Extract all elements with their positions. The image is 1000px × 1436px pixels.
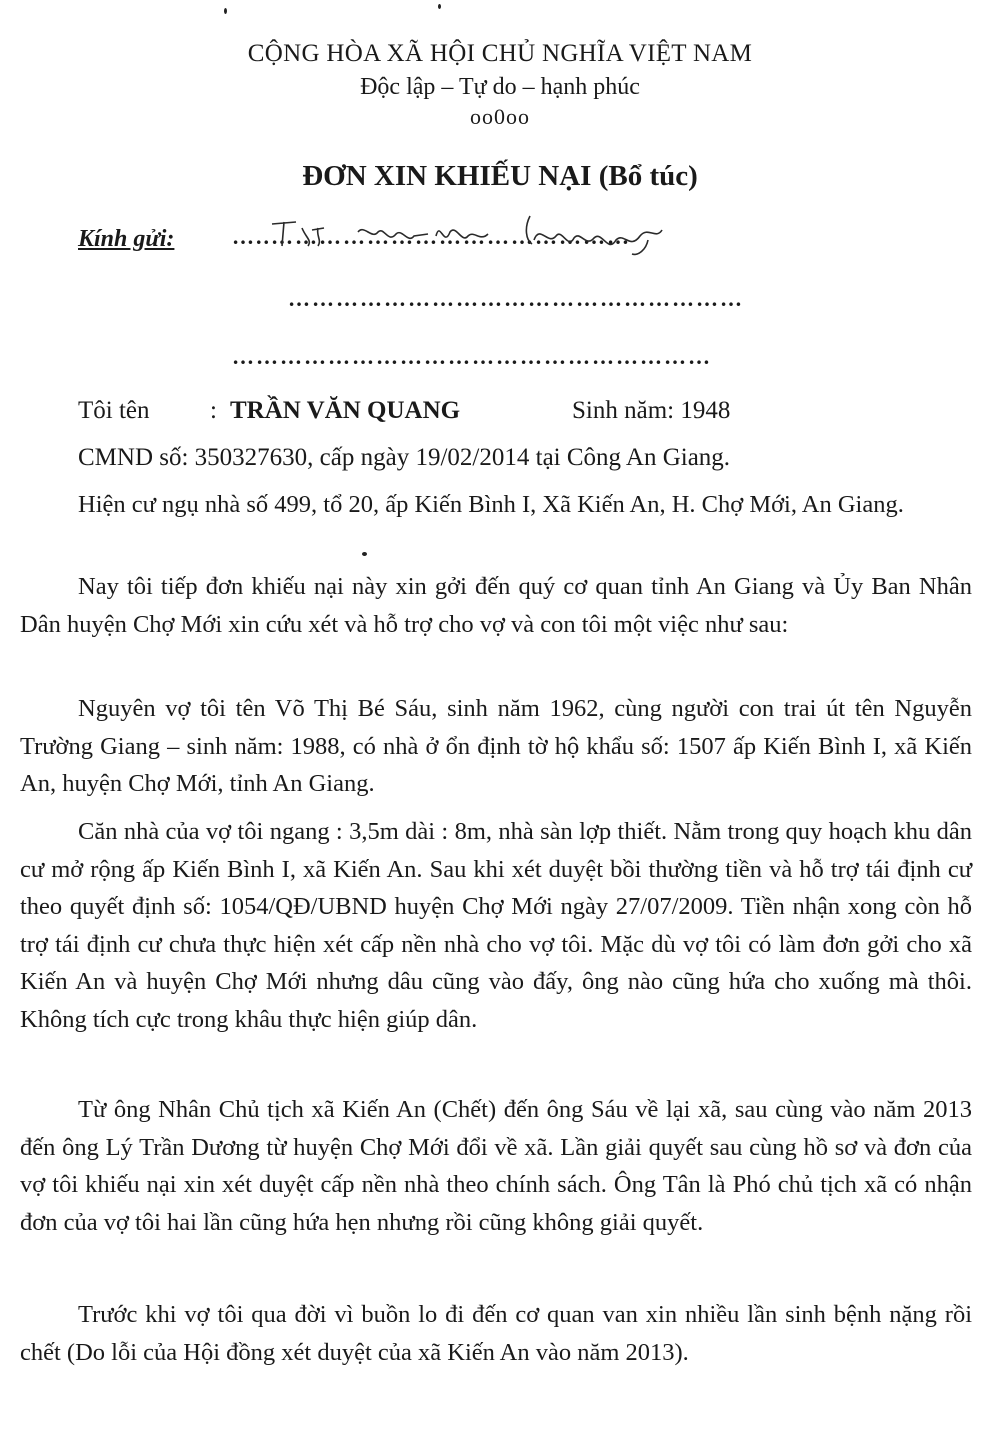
paragraph-family: Nguyên vợ tôi tên Võ Thị Bé Sáu, sinh năm 1962, cùng người con trai út tên Nguyễn Trường Giang – sinh năm: 1988, có nhà ở ổn định tờ hộ khẩu số: 1507 ấp Kiến Bình I, xã Kiến An, huyện Chợ Mới, tỉnh An Giang. — [20, 695, 972, 797]
recipient-dotted-line-2: ………………………………………………… — [288, 286, 744, 311]
applicant-name: TRẦN VĂN QUANG — [230, 397, 461, 424]
paragraph-house: Căn nhà của vợ tôi ngang : 3,5m dài : 8m, nhà sàn lợp thiết. Nằm trong quy hoạch khu dân cư mở rộng ấp Kiến Bình I, xã Kiến An. Sau khi xét duyệt bồi thường tiền và hỗ trợ tái định cư theo quyết định số: 1054/QĐ/UBND huyện Chợ Mới ngày 27/07/2009. Tiền nhận xong còn hỗ trợ tái định cư chưa thực hiện xét cấp nền nhà cho vợ tôi. Mặc dù vợ tôi có làm đơn gởi cho xã Kiến An và huyện Chợ Mới nhưng dâu cũng vào đấy, ông nào cũng hứa cho xuống mà thôi. Không tích cực trong khâu thực hiện giúp dân. — [20, 818, 972, 1033]
id-card-line: CMND số: 350327630, cấp ngày 19/02/2014 tại Công An Giang. — [78, 444, 731, 471]
recipient-dotted-line-3: …………………………………………………… — [232, 344, 712, 369]
paragraph-request: Nay tôi tiếp đơn khiếu nại này xin gởi đến quý cơ quan tỉnh An Giang và Ủy Ban Nhân Dân huyện Chợ Mới xin cứu xét và hỗ trợ cho vợ và con tôi một việc như sau: — [20, 573, 972, 638]
paragraph-residence: Hiện cư ngụ nhà số 499, tổ 20, ấp Kiến Bình I, Xã Kiến An, H. Chợ Mới, An Giang. — [78, 491, 904, 518]
ink-speck — [224, 8, 227, 14]
name-label: Tôi tên — [78, 397, 150, 424]
recipient-dotted-line-1: …..……………………………………… — [232, 224, 631, 249]
document-title: ĐƠN XIN KHIẾU NẠI (Bổ túc) — [302, 160, 698, 192]
name-colon: : — [210, 397, 217, 424]
motto: Độc lập – Tự do – hạnh phúc — [360, 74, 640, 100]
handwritten-recipient-signature — [268, 210, 678, 260]
ink-speck — [362, 552, 367, 556]
paragraph-death: Trước khi vợ tôi qua đời vì buồn lo đi đến cơ quan van xin nhiều lần sinh bệnh nặng rồi chết (Do lỗi của Hội đồng xét duyệt của xã Kiến An vào năm 2013). — [20, 1301, 972, 1366]
header-ornament: oo0oo — [470, 104, 530, 129]
ink-speck — [438, 4, 441, 9]
birth-year: Sinh năm: 1948 — [572, 397, 731, 424]
paragraph-officials: Từ ông Nhân Chủ tịch xã Kiến An (Chết) đến ông Sáu về lại xã, sau cùng vào năm 2013 đến ông Lý Trần Dương từ huyện Chợ Mới đổi về xã. Lần giải quyết sau cùng hồ sơ và đơn của vợ tôi khiếu nại xin xét duyệt cấp nền nhà theo chính sách. Ông Tân là Phó chủ tịch xã có nhận đơn của vợ tôi hai lần cũng hứa hẹn nhưng rồi cũng không giải quyết. — [20, 1096, 972, 1236]
recipient-label: Kính gửi: — [78, 226, 175, 252]
country-header: CỘNG HÒA XÃ HỘI CHỦ NGHĨA VIỆT NAM — [247, 40, 753, 67]
